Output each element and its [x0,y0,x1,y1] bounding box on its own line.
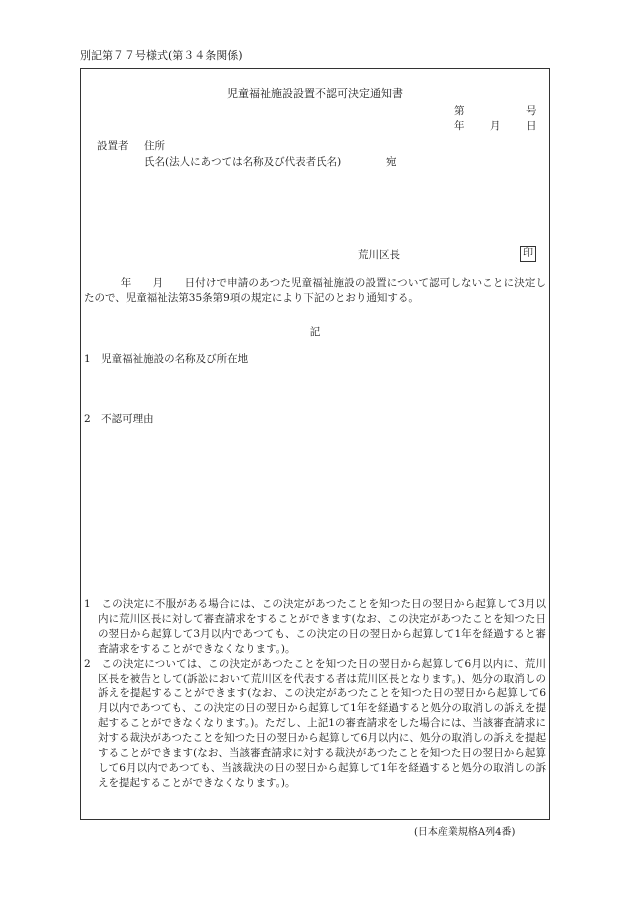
date-day: 日 [526,120,537,132]
notes-section [84,597,546,791]
setter-label: 設置者 [97,140,129,152]
honorific: 宛 [386,156,397,168]
number-label: 第 [454,105,465,117]
ki-heading: 記 [309,326,321,338]
sender-name: 荒川区長 [358,249,400,261]
number-suffix: 号 [526,105,537,117]
name-label: 氏名(法人にあつては名称及び代表者氏名) [144,156,342,168]
form-number-header: 別記第７７号様式(第３４条関係) [80,49,243,62]
note-appeal: 1 この決定に不服がある場合には、この決定があつたことを知つた日の翌日から起算して3月以内に荒川区長に対して審査請求をすることができます(なお、この決定があつたことを知つた日の翌日から起算して3月以内であつても、この決定の日の翌日から起算して1年を経過すると審査請求をすることができなくなります。)。 [84,598,546,655]
notice-body: 年 月 日付けで申請のあつた児童福祉施設の設置について認可しないことに決定したので、児童福祉法第35条第9項の規定により下記のとおり通知する。 [84,277,546,305]
item-reason: 2 不認可理由 [84,413,154,425]
document-title: 児童福祉施設設置不認可決定通知書 [227,87,403,100]
date-year: 年 [454,120,465,132]
seal-mark: 印 [520,246,536,262]
note-lawsuit: 2 この決定については、この決定があつたことを知つた日の翌日から起算して6月以内に、荒川区長を被告として(訴訟において荒川区を代表する者は荒川区長となります。)、処分の取消しの訴えを提起することができます(なお、この決定があつたことを知つた日の翌日から起算して6月以内であつても、この決定の日の翌日から起算して1年を経過すると処分の取消しの訴えを提起することができなくなります。)。ただし、上記1の審査請求をした場合には、当該審査請求に対する裁決があつたことを知つた日の翌日から起算して6月以内に、処分の取消しの訴えを提起することができます(なお、当該審査請求に対する裁決があつたことを知つた日の翌日から起算して6月以内であつても、当該裁決の日の翌日から起算して1年を経過すると処分の取消しの訴えを提起することができなくなります。)。 [84,657,546,789]
date-month: 月 [490,120,501,132]
paper-size-footer: (日本産業規格A列4番) [414,827,516,838]
item-facility-name: 1 児童福祉施設の名称及び所在地 [84,353,249,365]
address-label: 住所 [144,140,165,152]
